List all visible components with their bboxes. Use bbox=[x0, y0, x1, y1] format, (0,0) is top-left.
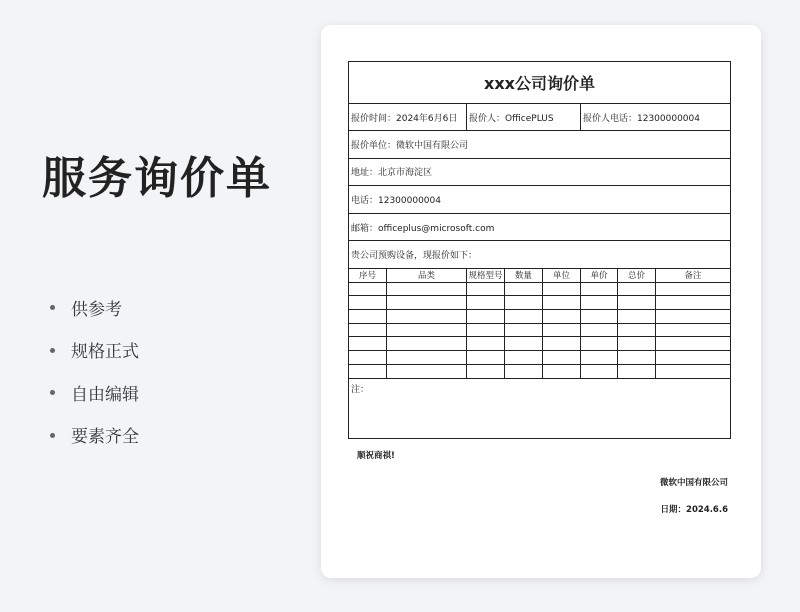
table-cell bbox=[618, 310, 656, 324]
quoter: 报价人：OfficePLUS bbox=[467, 104, 581, 130]
feature-item bbox=[50, 371, 139, 414]
table-cell bbox=[543, 283, 581, 297]
table-cell bbox=[618, 296, 656, 310]
table-cell bbox=[349, 337, 387, 351]
table-cell bbox=[467, 310, 505, 324]
table-cell bbox=[618, 324, 656, 338]
table-cell bbox=[581, 324, 618, 338]
note-area: 注： bbox=[351, 385, 370, 396]
table-cell bbox=[467, 365, 505, 379]
table-cell bbox=[581, 296, 618, 310]
phone: 电话：12300000004 bbox=[349, 186, 730, 214]
table-cell bbox=[505, 324, 543, 338]
table-cell bbox=[387, 283, 467, 297]
table-cell bbox=[618, 337, 656, 351]
table-cell bbox=[543, 351, 581, 365]
quoter-phone: 报价人电话：12300000004 bbox=[583, 113, 700, 124]
feature-item bbox=[50, 329, 139, 372]
table-header-cell: 规格型号 bbox=[467, 269, 505, 283]
table-cell bbox=[618, 351, 656, 365]
table-cell bbox=[467, 296, 505, 310]
document-preview-card[interactable] bbox=[321, 25, 761, 578]
table-cell bbox=[581, 283, 618, 297]
table-cell bbox=[656, 351, 730, 365]
feature-label: 自由编辑 bbox=[71, 384, 139, 405]
table-cell bbox=[467, 324, 505, 338]
feature-list bbox=[50, 286, 139, 456]
table-cell bbox=[387, 324, 467, 338]
table-cell bbox=[581, 351, 618, 365]
form-title: xxx公司询价单 bbox=[349, 62, 730, 104]
table-cell bbox=[467, 337, 505, 351]
table-cell bbox=[467, 351, 505, 365]
table-cell bbox=[656, 324, 730, 338]
bullet-icon bbox=[50, 305, 55, 310]
table-header-cell: 数量 bbox=[505, 269, 543, 283]
feature-item bbox=[50, 286, 139, 329]
closing-greeting: 顺祝商祺! bbox=[357, 451, 395, 461]
table-cell bbox=[387, 310, 467, 324]
table-cell bbox=[581, 337, 618, 351]
bullet-icon bbox=[50, 433, 55, 438]
company-signature: 微软中国有限公司 bbox=[659, 478, 728, 488]
table-cell bbox=[505, 283, 543, 297]
table-cell bbox=[505, 365, 543, 379]
table-cell bbox=[505, 337, 543, 351]
table-header-cell: 总价 bbox=[618, 269, 656, 283]
sign-date: 日期：2024.6.6 bbox=[660, 505, 728, 515]
quote-time: 报价时间：2024年6月6日 bbox=[349, 104, 467, 130]
table-cell bbox=[656, 337, 730, 351]
table-cell bbox=[349, 365, 387, 379]
table-cell bbox=[349, 324, 387, 338]
table-header-cell: 备注 bbox=[656, 269, 730, 283]
table-cell bbox=[543, 365, 581, 379]
table-cell bbox=[387, 296, 467, 310]
bullet-icon bbox=[50, 390, 55, 395]
table-cell bbox=[349, 310, 387, 324]
table-header-cell: 品类 bbox=[387, 269, 467, 283]
table-cell bbox=[505, 351, 543, 365]
table-cell bbox=[543, 310, 581, 324]
table-cell bbox=[387, 351, 467, 365]
table-header-cell: 单价 bbox=[581, 269, 618, 283]
bullet-icon bbox=[50, 348, 55, 353]
feature-item bbox=[50, 414, 139, 457]
table-header-cell: 序号 bbox=[349, 269, 387, 283]
feature-label: 供参考 bbox=[71, 299, 122, 320]
table-cell bbox=[543, 337, 581, 351]
table-cell bbox=[349, 283, 387, 297]
address: 地址：北京市海淀区 bbox=[349, 159, 730, 187]
table-cell bbox=[467, 283, 505, 297]
inquiry-form bbox=[348, 61, 731, 439]
feature-label: 要素齐全 bbox=[71, 427, 139, 448]
table-cell bbox=[618, 365, 656, 379]
table-cell bbox=[656, 296, 730, 310]
table-cell bbox=[581, 365, 618, 379]
table-cell bbox=[349, 351, 387, 365]
table-cell bbox=[387, 337, 467, 351]
quote-unit: 报价单位：微软中国有限公司 bbox=[349, 131, 730, 159]
table-cell bbox=[656, 310, 730, 324]
table-cell bbox=[349, 296, 387, 310]
table-cell bbox=[656, 365, 730, 379]
table-cell bbox=[387, 365, 467, 379]
item-table bbox=[349, 269, 730, 380]
table-cell bbox=[543, 324, 581, 338]
table-cell bbox=[505, 296, 543, 310]
table-cell bbox=[543, 296, 581, 310]
table-cell bbox=[581, 310, 618, 324]
intro-text: 贵公司预购设备，现报价如下： bbox=[349, 241, 730, 269]
feature-label: 规格正式 bbox=[71, 342, 139, 363]
quote-info-row bbox=[349, 104, 730, 131]
page-title: 服务询价单 bbox=[42, 153, 272, 204]
email: 邮箱：officeplus@microsoft.com bbox=[349, 214, 730, 242]
table-cell bbox=[656, 283, 730, 297]
table-header-cell: 单位 bbox=[543, 269, 581, 283]
table-cell bbox=[505, 310, 543, 324]
table-cell bbox=[618, 283, 656, 297]
